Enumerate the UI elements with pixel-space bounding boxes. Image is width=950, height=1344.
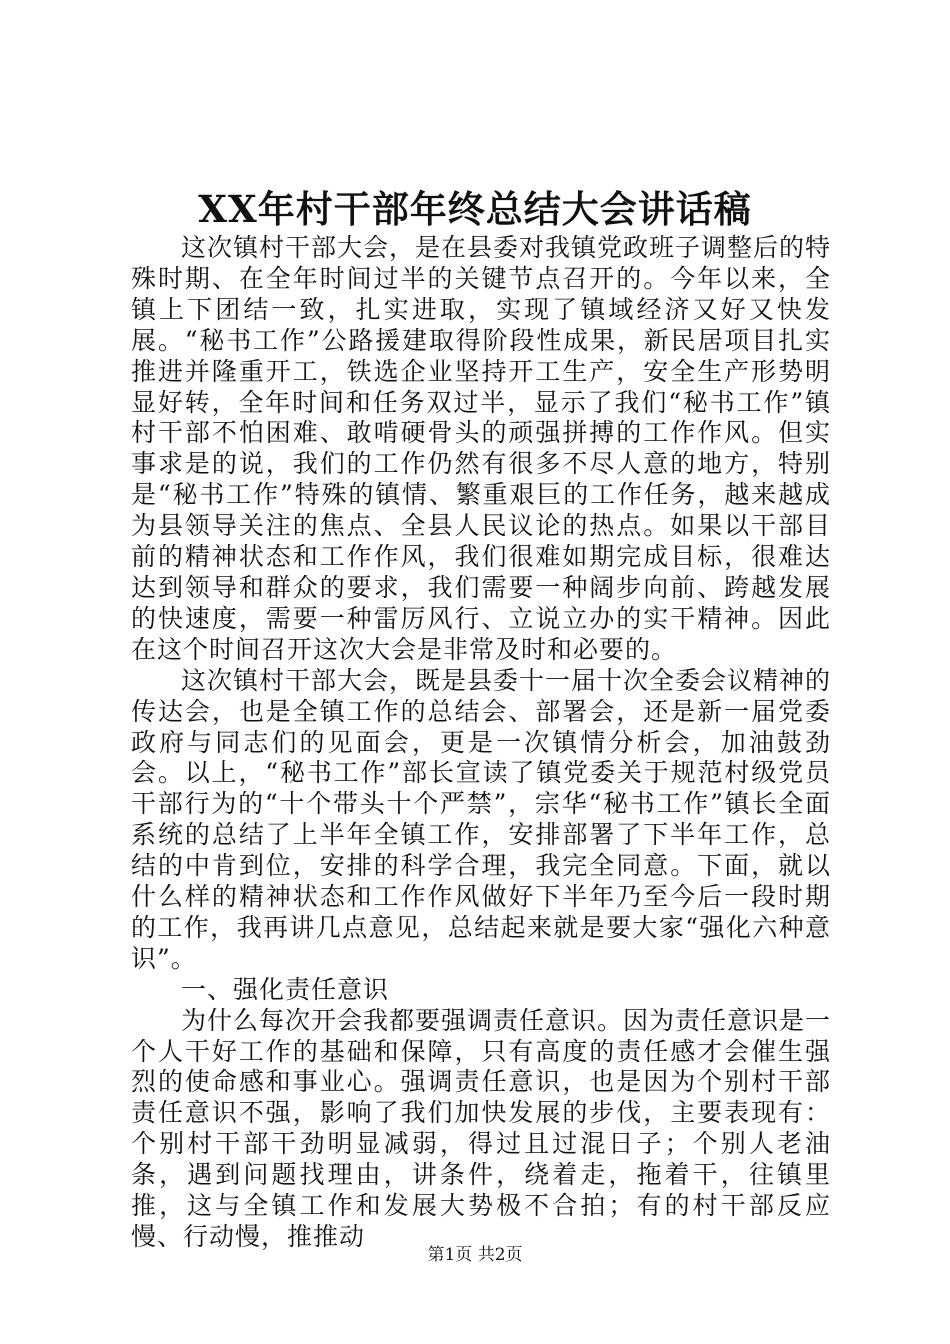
paragraph: 这次镇村干部大会，既是县委十一届十次全委会议精神的传达会，也是全镇工作的总结会、部署会，还是新一届党委政府与同志们的见面会，更是一次镇情分析会，加油鼓劲会。以上，“秘书工作”部长宣读了镇党委关于规范村级党员干部行为的“十个带头十个严禁”，宗华“秘书工作”镇长全面系统的总结了上半年全镇工作，安排部署了下半年工作，总结的中肯到位，安排的科学合理，我完全同意。下面，就以什么样的精神状态和工作作风做好下半年乃至今后一段时期的工作，我再讲几点意见，总结起来就是要大家“强化六种意识”。 [131,665,832,973]
paragraph: 为什么每次开会我都要强调责任意识。因为责任意识是一个人干好工作的基础和保障，只有高度的责任感才会催生强烈的使命感和事业心。强调责任意识，也是因为个别村干部责任意识不强，影响了我们加快发展的步伐，主要表现有：个别村干部干劲明显减弱，得过且过混日子；个别人老油条，遇到问题找理由，讲条件，绕着走，拖着干，往镇里推，这与全镇工作和发展大势极不合拍；有的村干部反应慢、行动慢，推推动 [131,1005,832,1251]
paragraph: 这次镇村干部大会，是在县委对我镇党政班子调整后的特殊时期、在全年时间过半的关键节点召开的。今年以来，全镇上下团结一致，扎实进取，实现了镇域经济又好又快发展。“秘书工作”公路援建取得阶段性成果，新民居项目扎实推进并隆重开工，铁选企业坚持开工生产，安全生产形势明显好转，全年时间和任务双过半，显示了我们“秘书工作”镇村干部不怕困难、敢啃硬骨头的顽强拼搏的工作作风。但实事求是的说，我们的工作仍然有很多不尽人意的地方，特别是“秘书工作”特殊的镇情、繁重艰巨的工作任务，越来越成为县领导关注的焦点、全县人民议论的热点。如果以干部目前的精神状态和工作作风，我们很难如期完成目标，很难达达到领导和群众的要求，我们需要一种阔步向前、跨越发展的快速度，需要一种雷厉风行、立说立办的实干精神。因此在这个时间召开这次大会是非常及时和必要的。 [131,233,832,664]
page-footer: 第1页 共2页 [427,1245,523,1265]
document-body [131,233,831,1253]
section-heading: 一、强化责任意识 [181,974,390,1004]
document-title: XX年村干部年终总结大会讲话稿 [198,187,752,231]
